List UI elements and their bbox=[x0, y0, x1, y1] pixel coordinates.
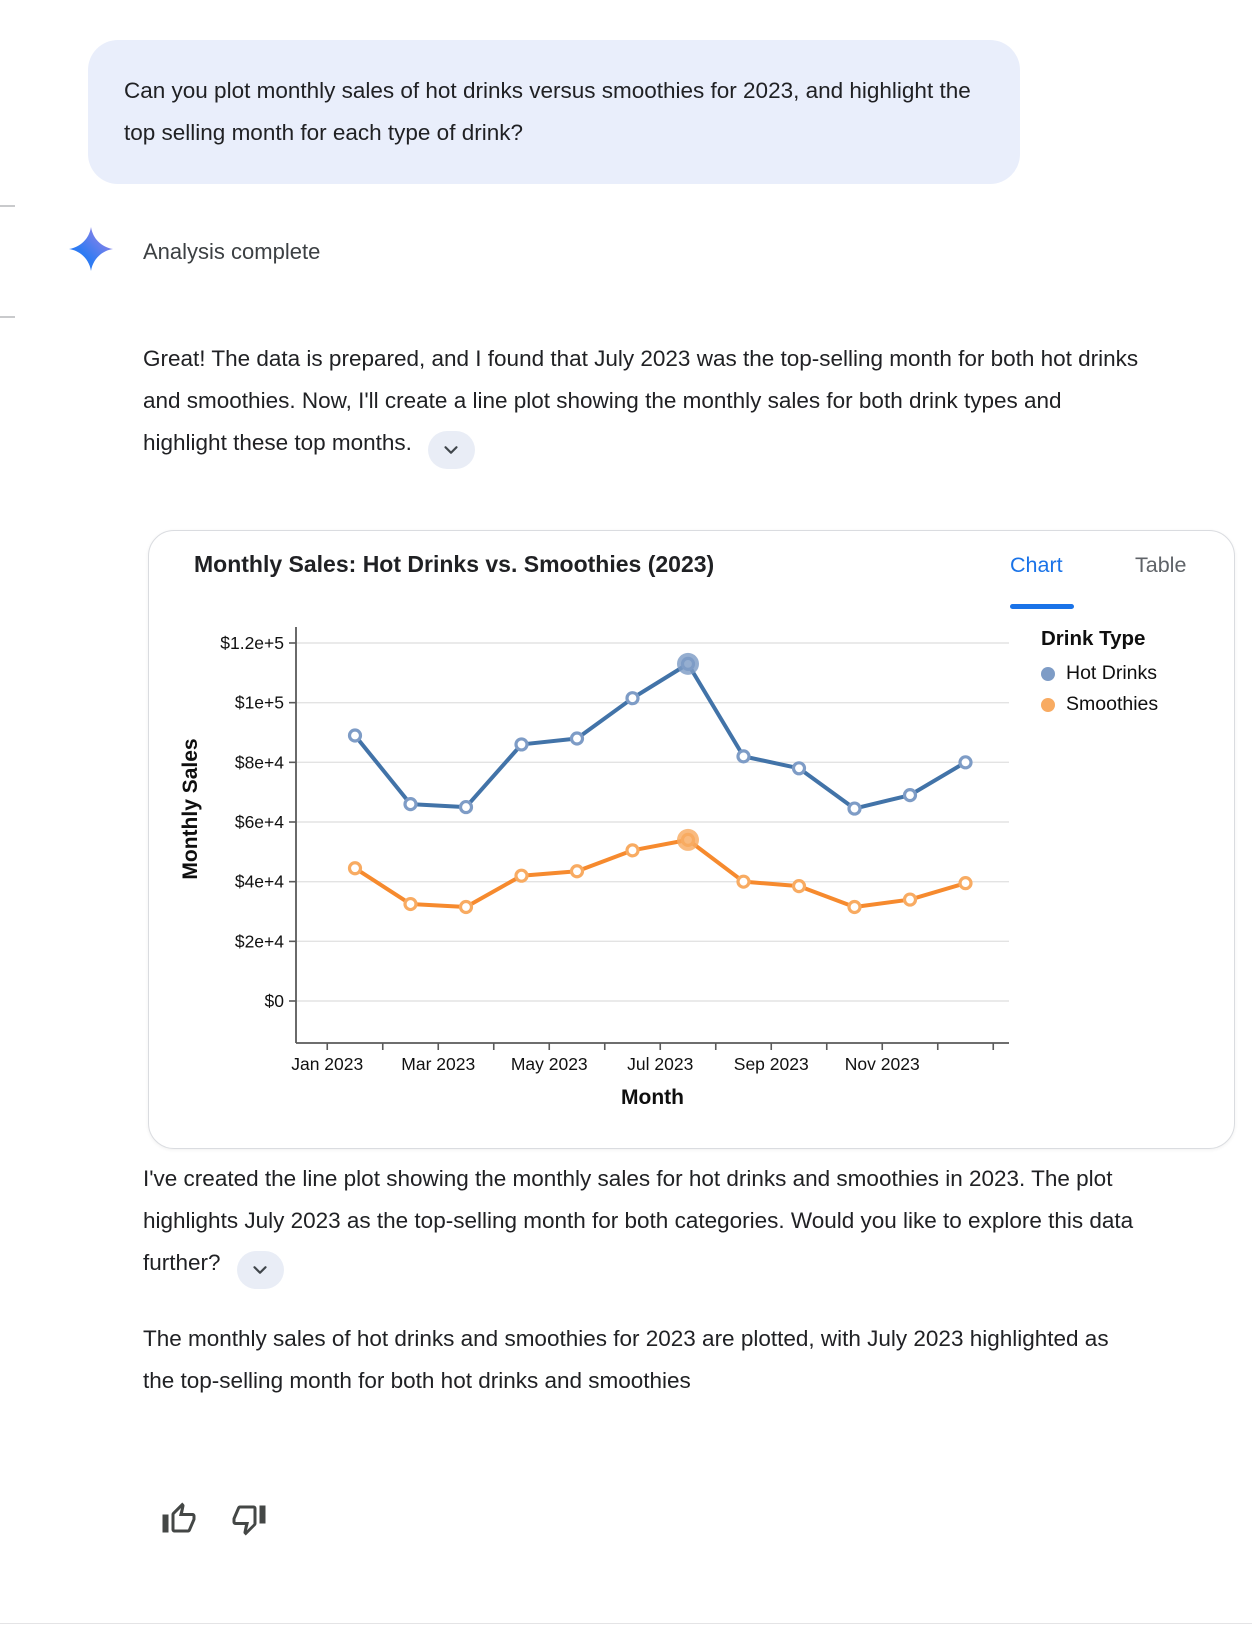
line-chart-plot[interactable] bbox=[149, 591, 1019, 1111]
data-point-hot-drinks-sep-2023 bbox=[794, 763, 805, 774]
legend-item-hot-drinks[interactable] bbox=[1041, 662, 1158, 685]
legend-label-smoothies: Smoothies bbox=[1066, 693, 1159, 715]
assistant-paragraph-3 bbox=[143, 1318, 1143, 1402]
y-tick-label: $0 bbox=[264, 991, 284, 1011]
assistant-paragraph-3-text: The monthly sales of hot drinks and smoothies for 2023 are plotted, with July 2023 highlighted as the top-selling month for both hot drinks and smoothies bbox=[143, 1326, 1109, 1393]
legend-title: Drink Type bbox=[1041, 627, 1146, 650]
tab-table[interactable]: Table bbox=[1135, 553, 1187, 577]
data-point-smoothies-dec-2023 bbox=[960, 878, 971, 889]
tab-chart[interactable]: Chart bbox=[1010, 553, 1063, 577]
data-point-smoothies-mar-2023 bbox=[461, 902, 472, 913]
series-line-hot-drinks bbox=[355, 664, 966, 809]
x-tick-label: Jul 2023 bbox=[627, 1054, 694, 1074]
legend-item-smoothies[interactable] bbox=[1041, 693, 1158, 716]
chart-card-title: Monthly Sales: Hot Drinks vs. Smoothies (2023) bbox=[194, 551, 715, 577]
thumb-up-icon bbox=[161, 1501, 197, 1537]
highlight-marker-smoothies bbox=[677, 829, 699, 851]
assistant-paragraph-1 bbox=[143, 338, 1143, 469]
data-point-smoothies-may-2023 bbox=[572, 866, 583, 877]
data-point-smoothies-jun-2023 bbox=[627, 845, 638, 856]
x-tick-label: Mar 2023 bbox=[401, 1054, 476, 1074]
bottom-divider bbox=[0, 1623, 1252, 1624]
data-point-smoothies-aug-2023 bbox=[738, 876, 749, 887]
data-point-hot-drinks-mar-2023 bbox=[461, 802, 472, 813]
gemini-sparkle-icon bbox=[67, 225, 115, 273]
user-message-bubble bbox=[88, 40, 1020, 184]
left-ruler-mark bbox=[0, 205, 15, 207]
assistant-paragraph-2-text: I've created the line plot showing the monthly sales for hot drinks and smoothies in 2023. The plot highlights July 2023 as the top-selling month for both categories. Would you like to explore this data further? bbox=[143, 1166, 1134, 1275]
data-point-smoothies-nov-2023 bbox=[905, 894, 916, 905]
x-tick-label: Jan 2023 bbox=[291, 1054, 364, 1074]
x-tick-label: May 2023 bbox=[510, 1054, 588, 1074]
chevron-down-icon bbox=[440, 439, 462, 461]
data-point-hot-drinks-apr-2023 bbox=[516, 739, 527, 750]
assistant-paragraph-2 bbox=[143, 1158, 1143, 1289]
thumb-down-button[interactable] bbox=[226, 1496, 272, 1542]
data-point-smoothies-apr-2023 bbox=[516, 870, 527, 881]
y-axis-title: Monthly Sales bbox=[179, 738, 202, 880]
x-tick-label: Sep 2023 bbox=[733, 1054, 809, 1074]
y-tick-label: $1e+5 bbox=[234, 692, 284, 713]
highlight-marker-hot-drinks bbox=[677, 653, 699, 675]
thumb-up-button[interactable] bbox=[156, 1496, 202, 1542]
data-point-hot-drinks-dec-2023 bbox=[960, 757, 971, 768]
y-tick-label: $4e+4 bbox=[234, 871, 284, 892]
x-tick-label: Nov 2023 bbox=[844, 1054, 920, 1074]
data-point-hot-drinks-may-2023 bbox=[572, 733, 583, 744]
data-point-hot-drinks-feb-2023 bbox=[405, 799, 416, 810]
data-point-smoothies-sep-2023 bbox=[794, 881, 805, 892]
thumb-down-icon bbox=[231, 1501, 267, 1537]
y-tick-label: $2e+4 bbox=[234, 931, 284, 952]
x-axis-title: Month bbox=[621, 1086, 684, 1109]
data-point-hot-drinks-jan-2023 bbox=[350, 730, 361, 741]
assistant-paragraph-1-text: Great! The data is prepared, and I found that July 2023 was the top-selling month for both hot drinks and smoothies. Now, I'll create a line plot showing the monthly sales for both drink types and highlight these top months. bbox=[143, 346, 1139, 455]
chevron-down-icon bbox=[249, 1259, 271, 1281]
chart-legend bbox=[1041, 627, 1158, 724]
y-tick-label: $6e+4 bbox=[234, 812, 284, 832]
data-point-hot-drinks-nov-2023 bbox=[905, 790, 916, 801]
data-point-smoothies-oct-2023 bbox=[849, 902, 860, 913]
legend-dot-smoothies-icon bbox=[1041, 698, 1055, 712]
user-message-text: Can you plot monthly sales of hot drinks versus smoothies for 2023, and highlight the top selling month for each type of drink? bbox=[124, 78, 971, 145]
analysis-status-label[interactable]: Analysis complete bbox=[143, 239, 321, 264]
feedback-bar bbox=[156, 1496, 272, 1542]
left-ruler-mark bbox=[0, 316, 15, 318]
y-tick-label: $8e+4 bbox=[234, 752, 284, 773]
active-tab-underline bbox=[1010, 604, 1074, 609]
series-line-smoothies bbox=[355, 840, 966, 907]
data-point-smoothies-feb-2023 bbox=[405, 899, 416, 910]
expand-collapse-button[interactable] bbox=[428, 431, 475, 469]
data-point-hot-drinks-jun-2023 bbox=[627, 693, 638, 704]
legend-dot-hot-drinks-icon bbox=[1041, 667, 1055, 681]
expand-collapse-button[interactable] bbox=[237, 1251, 284, 1289]
data-point-smoothies-jan-2023 bbox=[350, 863, 361, 874]
data-point-hot-drinks-oct-2023 bbox=[849, 803, 860, 814]
legend-label-hot-drinks: Hot Drinks bbox=[1066, 662, 1158, 684]
chart-card bbox=[148, 530, 1235, 1149]
data-point-hot-drinks-aug-2023 bbox=[738, 751, 749, 762]
y-tick-label: $1.2e+5 bbox=[220, 633, 284, 653]
